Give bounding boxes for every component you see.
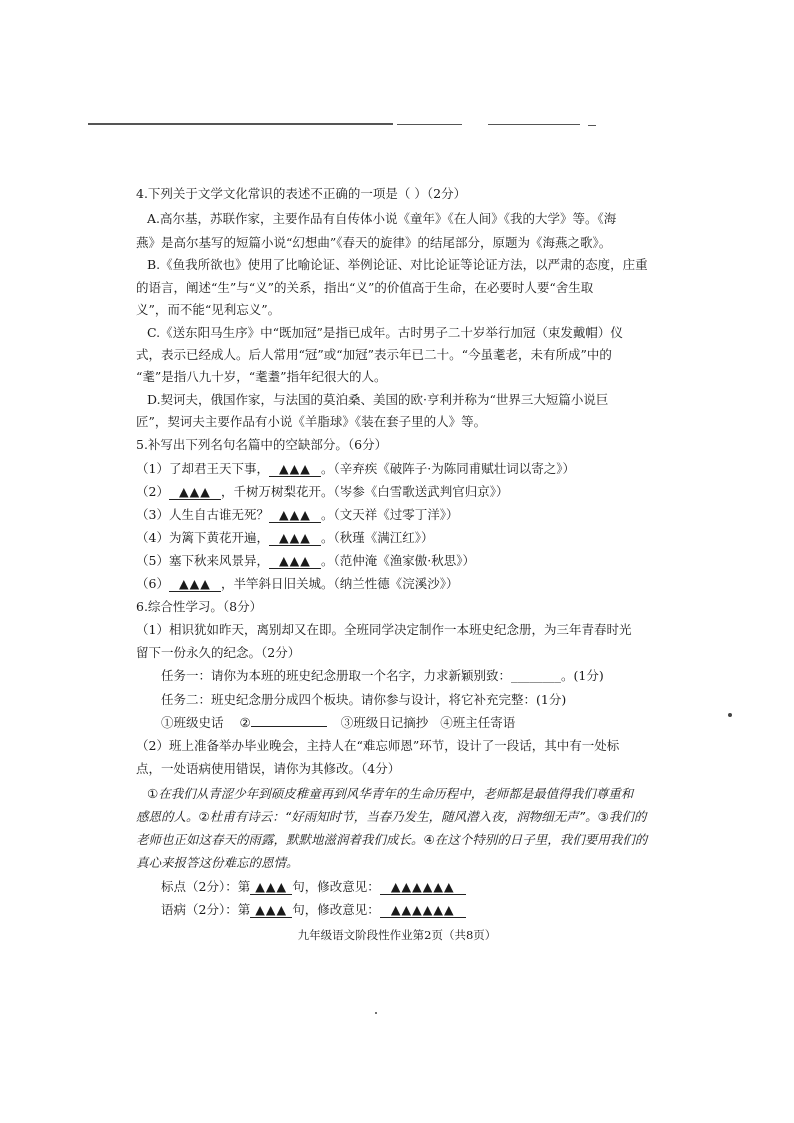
q4-option-c-cont: “耄”是指八九十岁，“耄耋”指年纪很大的人。 (136, 369, 387, 384)
passage-line: 真心来报答这份难忘的恩情。 (136, 855, 299, 870)
task1-answer-blank[interactable]: ________ (511, 668, 562, 683)
q6-task1: 任务一：请你为本班的班史纪念册取一个名字，力求新颖别致：________。(1分) (161, 668, 604, 683)
answer-blank[interactable]: ▲▲▲ (269, 554, 321, 569)
q6-sections: ①班级史话 ② ③班级日记摘抄 ④班主任寄语 (161, 715, 516, 730)
answer-blank[interactable]: ▲▲▲ (269, 531, 321, 546)
section-answer-blank[interactable] (251, 726, 327, 727)
q4-option-d-cont: 匠”，契诃夫主要作品有小说《羊脂球》《装在套子里的人》等。 (136, 414, 487, 429)
punctuation-answer: 标点（2分）：第 ▲▲▲ 句，修改意见： ▲▲▲▲▲▲ (161, 879, 466, 895)
header-rule (588, 125, 596, 126)
answer-blank[interactable]: ▲▲▲ (269, 508, 321, 523)
answer-blank[interactable]: ▲▲▲▲▲▲ (380, 903, 466, 918)
scan-speck (375, 1012, 377, 1014)
answer-blank[interactable]: ▲▲▲▲▲▲ (380, 880, 466, 895)
q4-option-d: D.契诃夫，俄国作家，与法国的莫泊桑、美国的欧·亨利并称为“世界三大短篇小说巨 (147, 392, 609, 407)
answer-blank[interactable]: ▲▲▲ (250, 880, 292, 895)
q4-option-b-cont: 的语言，阐述“生”与“义”的关系，指出“义”的价值高于生命，在必要时人要“舍生取 (136, 280, 594, 295)
header-rule (88, 123, 393, 125)
q4-option-c: C.《送东阳马生序》中“既加冠”是指已成年。古时男子二十岁举行加冠（束发戴帽）仪 (147, 325, 623, 340)
passage-line: 感恩的人。②杜甫有诗云：“好雨知时节，当春乃发生，随风潜入夜，润物细无声”。③我们的 (136, 809, 647, 824)
q6-part1-cont: 留下一份永久的纪念。（2分） (136, 645, 301, 660)
answer-blank[interactable]: ▲▲▲ (169, 485, 221, 500)
q5-item-6: （6） ▲▲▲ ，半竿斜日旧关城。（纳兰性德《浣溪沙》） (136, 576, 459, 591)
passage-line: ①在我们从青涩少年到硕皮稚童再到风华青年的生命历程中，老师都是最值得我们尊重和 (147, 786, 634, 801)
header-rule (488, 124, 580, 125)
q5-item-3: （3）人生自古谁无死？ ▲▲▲ 。（文天祥《过零丁洋》） (136, 507, 459, 522)
header-rule (397, 124, 462, 125)
passage-line: 老师也正如这春天的雨露，默默地滋润着我们成长。④在这个特别的日子里，我们要用我们的 (136, 832, 648, 847)
q6-task2: 任务二：班史纪念册分成四个板块。请你参与设计，将它补充完整：(1分) (161, 692, 567, 707)
q4-option-b: B.《鱼我所欲也》使用了比喻论证、举例论证、对比论证等论证方法，以严肃的态度，庄重 (147, 257, 648, 272)
q4-option-a-cont: 燕》是高尔基写的短篇小说“幻想曲”《春天的旋律》的结尾部分，原题为《海燕之歌》。 (136, 235, 612, 250)
scan-speck (728, 713, 732, 717)
q5-item-5: （5）塞下秋来风景异， ▲▲▲ 。（范仲淹《渔家傲·秋思》） (136, 553, 475, 568)
answer-blank[interactable]: ▲▲▲ (250, 903, 292, 918)
q6-stem: 6.综合性学习。（8分） (136, 599, 263, 614)
grammar-answer: 语病（2分）：第 ▲▲▲ 句，修改意见： ▲▲▲▲▲▲ (161, 902, 466, 918)
q4-option-b-cont: 义”，而不能“见利忘义”。 (136, 302, 281, 317)
answer-blank[interactable]: ▲▲▲ (269, 462, 321, 477)
q6-part2-cont: 点，一处语病使用错误，请你为其修改。（4分） (136, 761, 401, 776)
q5-stem: 5.补写出下列名句名篇中的空缺部分。（6分） (136, 437, 388, 452)
q5-item-2: （2） ▲▲▲ ，千树万树梨花开。（岑参《白雪歌送武判官归京》） (136, 484, 509, 499)
q4-option-a: A.高尔基，苏联作家，主要作品有自传体小说《童年》《在人间》《我的大学》等。《海 (147, 211, 617, 226)
answer-blank[interactable]: ▲▲▲ (169, 577, 221, 592)
page-footer: 九年级语文阶段性作业第2页（共8页） (297, 928, 497, 942)
q5-item-1: （1）了却君王天下事， ▲▲▲ 。（辛弃疾《破阵子·为陈同甫赋壮词以寄之》） (136, 461, 575, 476)
q6-part1: （1）相识犹如昨天，离别却又在即。全班同学决定制作一本班史纪念册，为三年青春时光 (136, 622, 632, 637)
q4-option-c-cont: 式，表示已经成人。后人常用“冠”或“加冠”表示年已二十。“今虽耄老，未有所成”中的 (136, 347, 612, 362)
q6-part2: （2）班上准备举办毕业晚会，主持人在“难忘师恩”环节，设计了一段话，其中有一处标 (136, 738, 620, 753)
q4-stem: 4.下列关于文学文化常识的表述不正确的一项是（ ）（2分） (136, 186, 467, 201)
q5-item-4: （4）为篱下黄花开遍， ▲▲▲ 。（秋瑾《满江红》） (136, 530, 434, 545)
